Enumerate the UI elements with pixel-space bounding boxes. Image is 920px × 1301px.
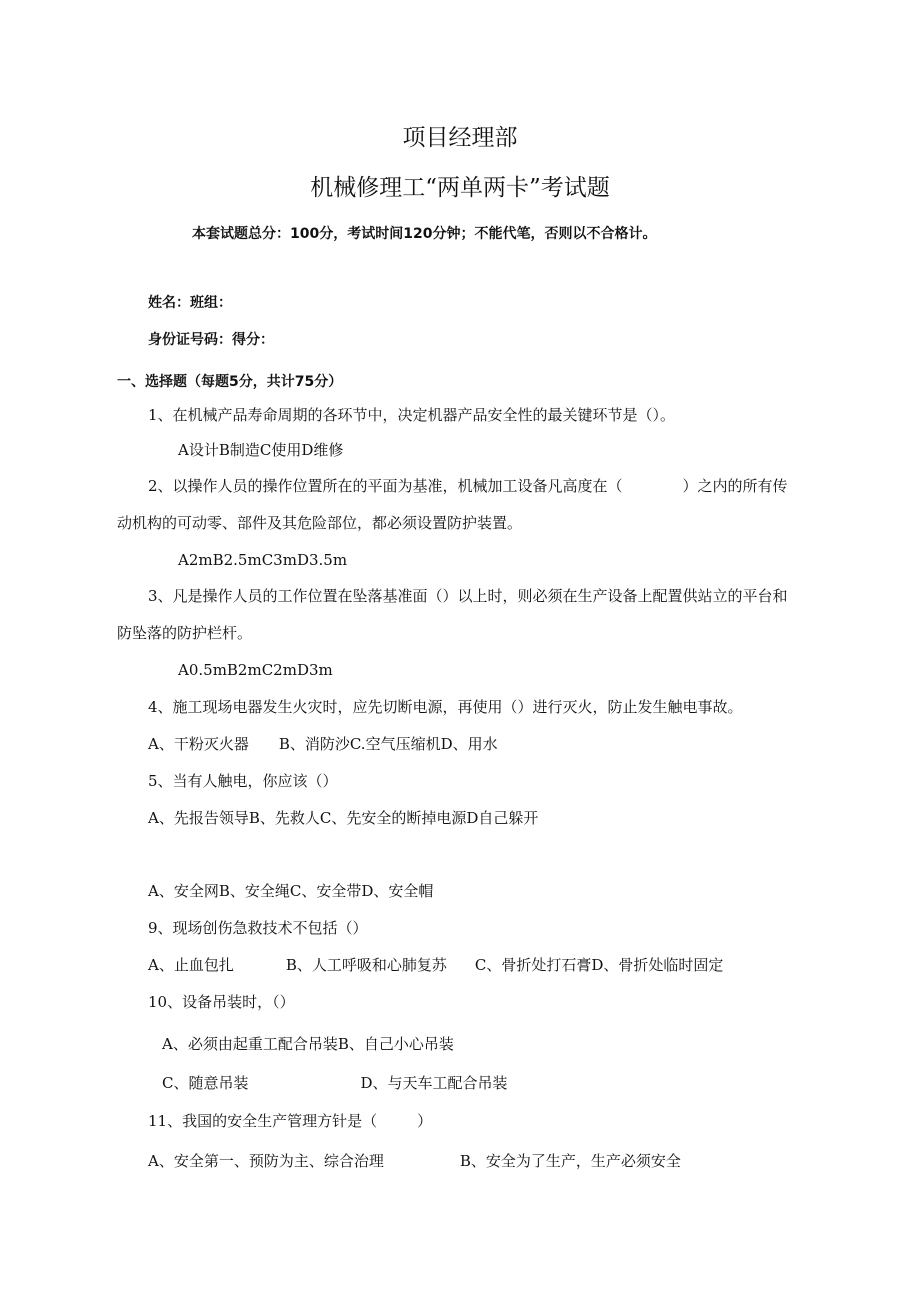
question-9-option-b: B、人工呼吸和心肺复苏	[285, 956, 447, 974]
exam-title: 机械修理工“两单两卡”考试题	[310, 175, 610, 201]
department-title: 项目经理部	[402, 125, 518, 151]
question-11-option-b: B、安全为了生产，生产必须安全	[459, 1152, 681, 1170]
question-4-option-a: A、干粉灭火器	[148, 735, 249, 753]
question-2-stem-part-a: 2、以操作人员的操作位置所在的平面为基准，机械加工设备凡高度在（	[148, 477, 623, 495]
question-10-option-d: D、与天车工配合吊装	[360, 1074, 508, 1092]
question-1-options: A设计B制造C使用D维修	[178, 441, 344, 459]
section-heading: 一、选择题（每题5分，共计75分）	[117, 374, 343, 390]
question-10-options-ab: A、必须由起重工配合吊装B、自己小心吊装	[162, 1035, 454, 1053]
question-10-stem: 10、设备吊装时，（）	[148, 993, 295, 1011]
question-3-stem: 3、凡是操作人员的工作位置在坠落基准面（）以上时，则必须在生产设备上配置供站立的平台和	[148, 587, 788, 605]
question-10-option-c: C、随意吊装	[162, 1074, 249, 1092]
question-1-stem: 1、在机械产品寿命周期的各环节中，决定机器产品安全性的最关键环节是（）。	[148, 406, 676, 424]
question-11-stem-part-b: ）	[417, 1112, 433, 1130]
question-11-options	[148, 1151, 681, 1171]
question-5-stem: 5、当有人触电，你应该（）	[148, 772, 338, 790]
name-group-field: 姓名：班组：	[148, 295, 232, 311]
question-8-options: A、安全网B、安全绳C、安全带D、安全帽	[148, 882, 434, 900]
id-score-field: 身份证号码：得分：	[148, 332, 274, 348]
question-9-option-a: A、止血包扎	[148, 956, 234, 974]
question-9-option-rest: C、骨折处打石膏D、骨折处临时固定	[474, 956, 724, 974]
question-2-stem	[148, 476, 788, 496]
question-9-options	[148, 955, 723, 975]
question-5-options: A、先报告领导B、先救人C、先安全的断掉电源D自己躲开	[148, 809, 539, 827]
question-11-stem	[148, 1111, 432, 1131]
exam-instructions: 本套试题总分：100分，考试时间120分钟；不能代笔，否则以不合格计。	[192, 226, 657, 242]
question-10-options-cd	[162, 1073, 508, 1093]
question-11-stem-part-a: 11、我国的安全生产管理方针是（	[148, 1112, 378, 1130]
question-2-stem-part-b: ）之内的所有传	[682, 477, 788, 495]
question-11-option-a: A、安全第一、预防为主、综合治理	[148, 1152, 384, 1170]
question-4-options	[148, 734, 498, 754]
question-2-options: A2mB2.5mC3mD3.5m	[178, 551, 348, 569]
question-9-stem: 9、现场创伤急救技术不包括（）	[148, 919, 368, 937]
question-2-stem-cont: 动机构的可动零、部件及其危险部位，都必须设置防护装置。	[117, 514, 523, 532]
question-4-stem: 4、施工现场电器发生火灾时，应先切断电源，再使用（）进行灭火，防止发生触电事故。	[148, 698, 743, 716]
question-3-stem-cont: 防坠落的防护栏杆。	[117, 624, 253, 642]
question-4-option-rest: B、消防沙C.空气压缩机D、用水	[278, 735, 498, 753]
question-3-options: A0.5mB2mC2mD3m	[178, 661, 333, 679]
